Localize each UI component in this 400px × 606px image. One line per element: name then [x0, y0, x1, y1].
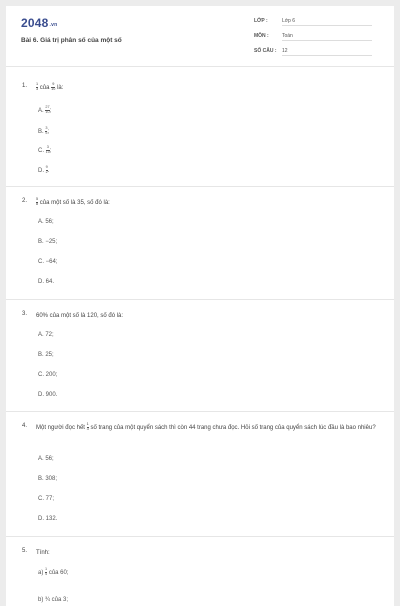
- question-1-stem: $\frac{1}{3}$ của $\frac{9}{10}$ là:: [36, 82, 64, 91]
- fraction: $\frac{5}{8}$: [36, 197, 39, 206]
- fraction: $\frac{1}{3}$: [36, 82, 39, 91]
- header-divider: [6, 66, 394, 67]
- question-4-stem: Một người đọc hết $\frac{1}{3}$ số trang của một quyển sách thì còn 44 trang chưa đọc. Hỏi số trang của quyển sách lúc đầu là bao nhiêu?: [36, 422, 376, 431]
- question-1-option-a[interactable]: A. $\frac{27}{10}$ ;: [38, 105, 52, 114]
- question-2-option-d[interactable]: D. 64.: [38, 279, 55, 285]
- question-5-part-b: b) ¾ của 3;: [38, 597, 69, 603]
- question-3-option-b[interactable]: B. 25;: [38, 352, 54, 358]
- question-4-option-d[interactable]: D. 132.: [38, 516, 58, 522]
- question-divider: [6, 536, 394, 537]
- lesson-title: Bài 6. Giá trị phân số của một số: [21, 37, 122, 44]
- question-4-option-c[interactable]: C. 77;: [38, 496, 55, 502]
- question-3-option-c[interactable]: C. 200;: [38, 372, 58, 378]
- question-divider: [6, 299, 394, 300]
- question-3-stem: 60% của một số là 120, số đó là:: [36, 313, 124, 319]
- question-divider: [6, 411, 394, 412]
- worksheet: 2048.vn Bài 6. Giá trị phân số của một số LỚP : Lớp 6 MÔN : Toán SỐ CÂU : 12 1. $\frac{1}{3}$ của $\frac{9}{10}$ là: A. $\frac{27}{10}$ ; B. $\frac{3}{5}$ ; C. $\frac{3}{10}$ ; D. $\frac{9}{2}$ . 2. $\frac{5}{8}$ của một số là 35, số đó là: A. 56; B. −25; C. −64; D. 64. 3. 60% của một số là 120, số đó là: A. 72; B. 25; C. 200; D. 900. 4. Một người đọc hết $\frac{1}{3}$ số trang của một quyển sách thì còn 44 trang chưa đọc. Hỏi số trang của quyển sách lúc đầu là bao nhiêu? A. 56; B. 308; C. 77; D. 132. 5. Tính: a) $\frac{1}{4}$ của 60; b) ¾ của 3;: [6, 6, 394, 606]
- question-count-field: SỐ CÂU : 12: [254, 48, 372, 56]
- question-5-stem: Tính:: [36, 550, 50, 556]
- question-5-part-a: a) $\frac{1}{4}$ của 60;: [38, 567, 69, 576]
- question-1-option-d[interactable]: D. $\frac{9}{2}$ .: [38, 165, 50, 174]
- question-2-option-c[interactable]: C. −64;: [38, 259, 58, 265]
- question-4-option-a[interactable]: A. 56;: [38, 456, 54, 462]
- subject-field: MÔN : Toán: [254, 33, 372, 41]
- question-2-stem: $\frac{5}{8}$ của một số là 35, số đó là:: [36, 197, 110, 206]
- class-field: LỚP : Lớp 6: [254, 18, 372, 26]
- brand-logo[interactable]: 2048.vn: [21, 16, 58, 30]
- question-2-option-a[interactable]: A. 56;: [38, 219, 54, 225]
- question-1-option-c[interactable]: C. $\frac{3}{10}$ ;: [38, 145, 52, 154]
- fraction: $\frac{1}{3}$: [86, 422, 89, 431]
- fraction: $\frac{9}{10}$: [51, 82, 56, 91]
- question-4-option-b[interactable]: B. 308;: [38, 476, 58, 482]
- worksheet-header: [6, 6, 394, 64]
- question-2-option-b[interactable]: B. −25;: [38, 239, 58, 245]
- question-divider: [6, 186, 394, 187]
- question-3-option-a[interactable]: A. 72;: [38, 332, 54, 338]
- question-1-option-b[interactable]: B. $\frac{3}{5}$ ;: [38, 126, 50, 135]
- question-3-option-d[interactable]: D. 900.: [38, 392, 58, 398]
